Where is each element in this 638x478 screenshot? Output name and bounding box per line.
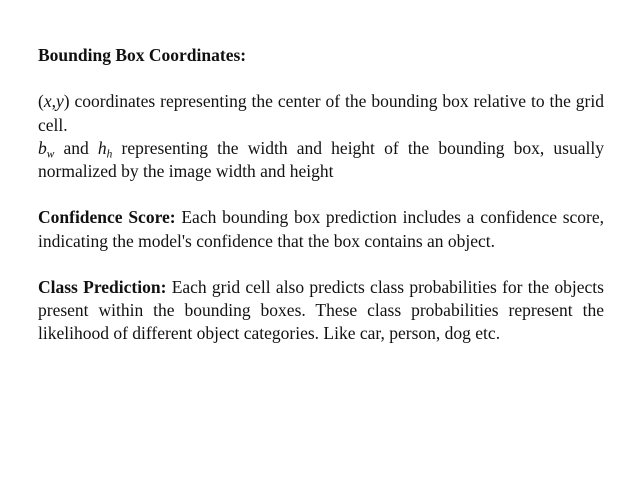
confidence-label: Confidence Score: bbox=[38, 207, 176, 228]
coordinates-text: ) coordinates representing the center of the bounding box relative to the grid cell. bbox=[38, 91, 604, 135]
open-paren: ( bbox=[38, 91, 44, 112]
confidence-paragraph bbox=[38, 206, 604, 252]
spacer bbox=[38, 183, 604, 206]
and-text: and bbox=[54, 137, 98, 158]
slide-content bbox=[38, 44, 604, 346]
x-variable: x bbox=[43, 91, 52, 112]
spacer bbox=[38, 67, 604, 90]
b-subscript: w bbox=[46, 148, 55, 161]
h-subscript: h bbox=[106, 148, 113, 161]
size-paragraph bbox=[38, 137, 604, 183]
confidence-text: Each bounding box prediction includes a confidence score, indicating the model's confidence that the box contains an object. bbox=[38, 207, 604, 251]
y-variable: y bbox=[55, 91, 64, 112]
coordinates-paragraph bbox=[38, 90, 604, 136]
h-variable: h bbox=[97, 137, 107, 158]
comma: , bbox=[51, 91, 56, 112]
section-heading: Bounding Box Coordinates: bbox=[38, 45, 247, 65]
class-prediction-text: Each grid cell also predicts class probabilities for the objects present within the bounding boxes. These class probabilities represent the likelihood of different object categories. Like car, person, dog etc. bbox=[38, 276, 604, 344]
b-variable: b bbox=[38, 137, 47, 158]
class-prediction-paragraph bbox=[38, 276, 604, 346]
class-prediction-label: Class Prediction: bbox=[38, 276, 167, 297]
size-text: representing the width and height of the bounding box, usually normalized by the image width and height bbox=[38, 137, 604, 181]
spacer bbox=[38, 253, 604, 276]
